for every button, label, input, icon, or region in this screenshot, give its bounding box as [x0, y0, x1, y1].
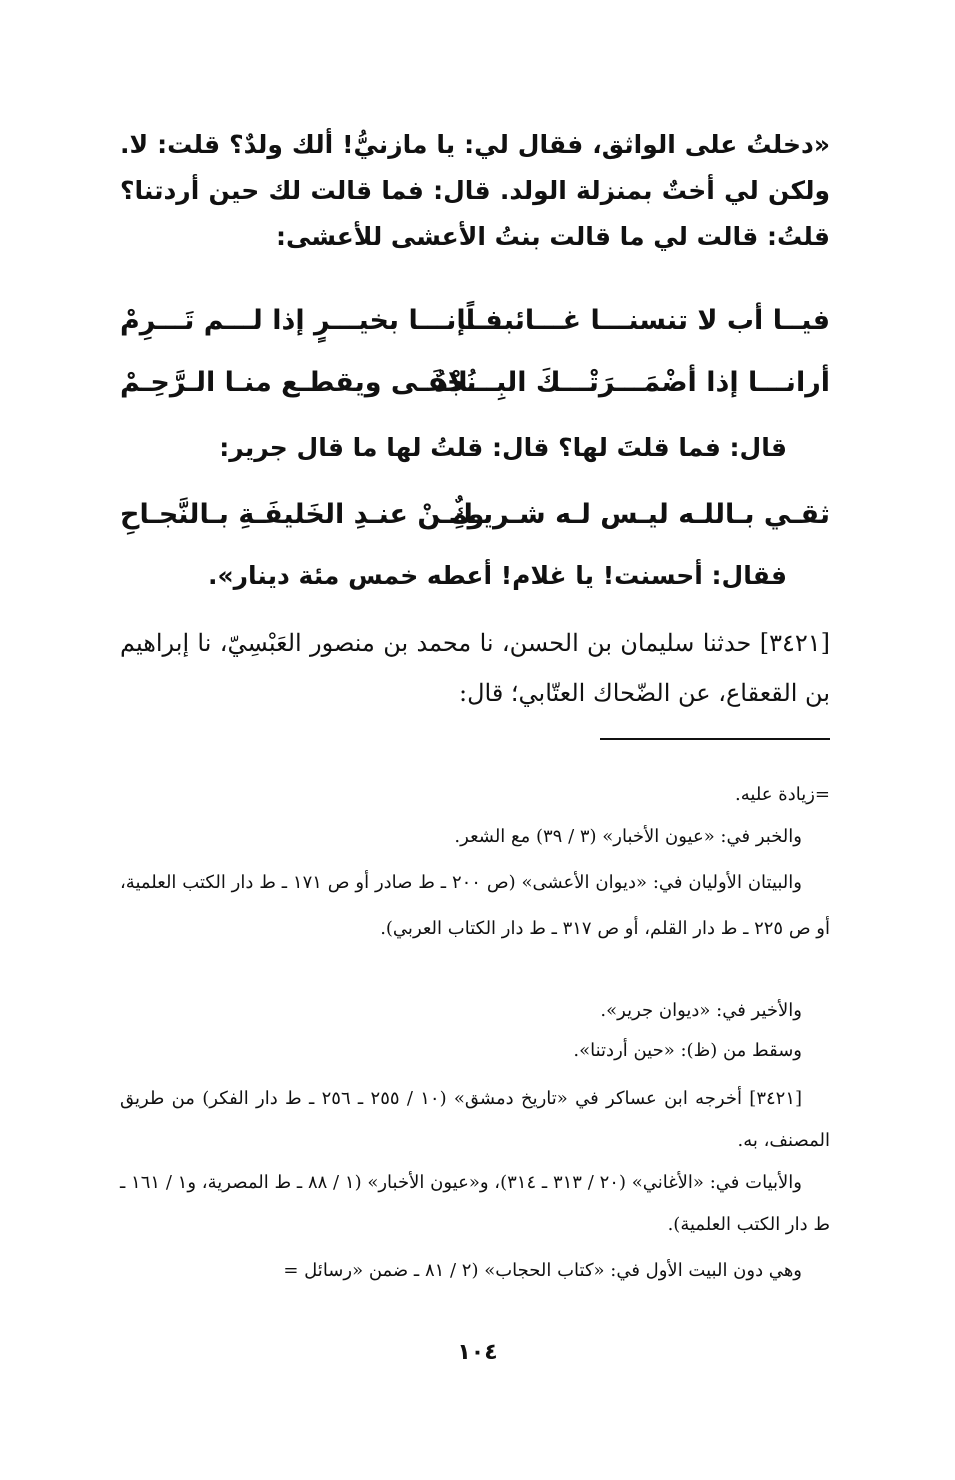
footnote-line: وسقط من (ظ): «حين أردتنا». — [573, 1040, 802, 1061]
verse-3-second-hemistich: ومِـنْ عنـدِ الخَليفَـةِ بـالنَّجـاحِ — [120, 499, 485, 530]
verse-line-1 — [120, 296, 830, 346]
page-number: ١٠٤ — [457, 1340, 498, 1365]
verse-line-2 — [120, 358, 830, 408]
footnote-line: والخبر في: «عيون الأخبار» (٣ / ٣٩) مع الشعر. — [454, 826, 802, 847]
report-3421-paragraph: [٣٤٢١] حدثنا سليمان بن الحسن، نا محمد بن منصور العَبْسِيّ، نا إبراهيم بن القعقاع، عن الضّحاك العتّابي؛ قال: — [120, 629, 830, 707]
faqala-line: فقال: أحسنت! يا غلام! أعطه خمس مئة دينار». — [208, 561, 787, 590]
verse-line-3 — [120, 490, 830, 540]
footnote-separator — [600, 738, 830, 740]
verse-2-first-hemistich: أرانـــا إذا أضْمَـــرَتْـــكَ البِـــلادُ — [434, 367, 830, 398]
verse-3-first-hemistich: ثقـي بـاللـه ليـس لـه شـريـكٌ — [448, 499, 830, 530]
footnote-line: والأبيات في: «الأغاني» (٢٠ / ٣١٣ ـ ٣١٤)، و«عيون الأخبار» (١ / ٨٨ ـ ط المصرية، و١ / ١٦١ ـ ط دار الكتب العلمية). — [120, 1172, 830, 1235]
footnote-line: وهي دون البيت الأول في: «كتاب الحجاب» (٢ / ٨١ ـ ضمن «رسائل = — [283, 1260, 802, 1281]
verse-1-first-hemistich: فيــا أب لا تنسنـــا غـــائبـــاً — [465, 305, 830, 336]
footnote-line: والبيتان الأوليان في: «ديوان الأعشى» (ص ٢٠٠ ـ ط صادر أو ص ١٧١ ـ ط دار الكتب العلمية، أو ص ٢٢٥ ـ ط دار القلم، أو ص ٣١٧ ـ ط دار الكتاب العربي). — [120, 872, 830, 939]
footnote-line: والأخير في: «ديوان جرير». — [600, 1000, 802, 1021]
footnote-line: [٣٤٢١] أخرجه ابن عساكر في «تاريخ دمشق» (١٠ / ٢٥٥ ـ ٢٥٦ ـ ط دار الفكر) من طريق المصنف، به. — [120, 1088, 830, 1151]
verse-1-second-hemistich: فــإنـــا بخيـــرٍ إذا لـــم تَـــرِمْ — [120, 305, 503, 336]
verse-2-second-hemistich: نُجْفَـى ويقطـع منـا الـرَّحِـمْ — [120, 367, 477, 398]
footnote-line: =زيادة عليه. — [735, 784, 830, 805]
main-paragraph-1: «دخلتُ على الواثق، فقال لي: يا مازنيُّ! ألك ولدٌ؟ قلت: لا. ولكن لي أختٌ بمنزلة الولد. قال: فما قالت لك حين أردتنا؟ قلتُ: قالت لي ما قالت بنتُ الأعشى للأعشى: — [120, 130, 830, 251]
qala-line: قال: فما قلتَ لها؟ قال: قلتُ لها ما قال جرير: — [219, 433, 787, 462]
